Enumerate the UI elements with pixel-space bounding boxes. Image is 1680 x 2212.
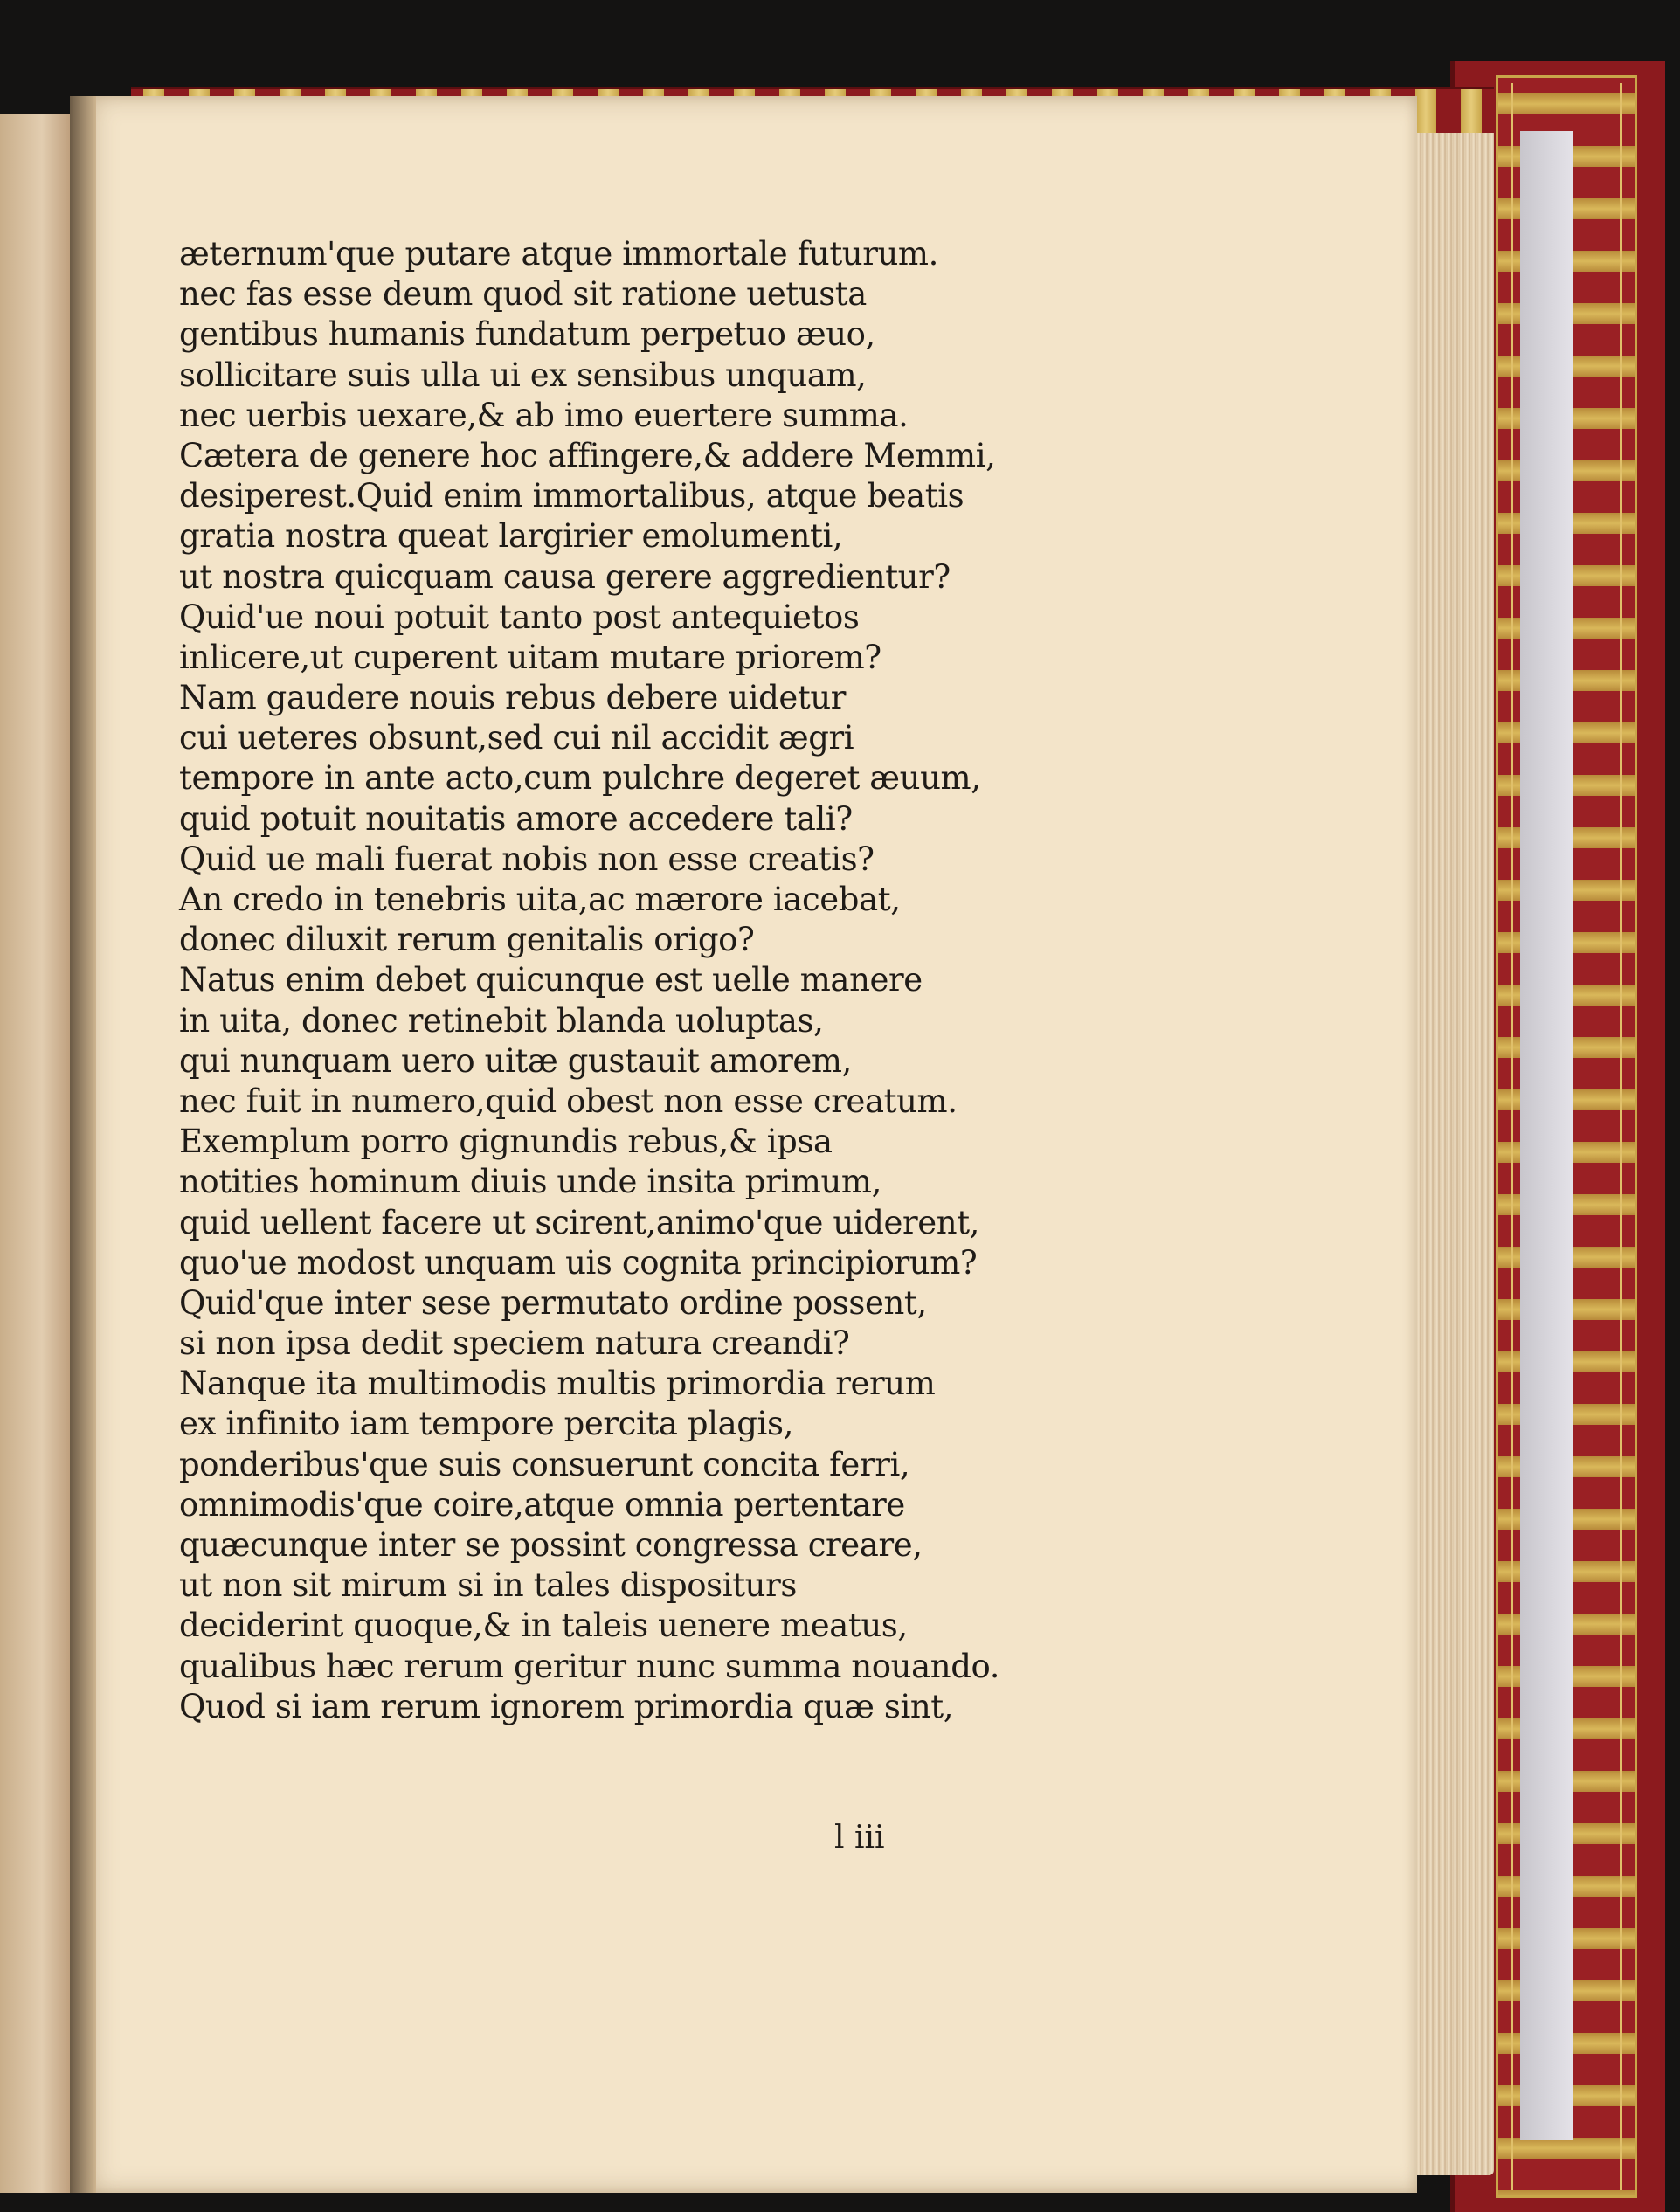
text-line: nec fas esse deum quod sit ratione uetusta [179, 275, 867, 314]
text-line: donec diluxit rerum genitalis origo? [179, 921, 755, 959]
text-line: ex infinito iam tempore percita plagis, [179, 1405, 793, 1443]
text-line: ut non sit mirum si in tales dispositurs [179, 1566, 797, 1605]
text-line: nec fuit in numero,quid obest non esse creatum. [179, 1082, 958, 1120]
text-line: Natus enim debet quicunque est uelle manere [179, 961, 923, 999]
text-line: Quid'ue noui potuit tanto post antequietos [179, 598, 860, 636]
text-line: Quid ue mali fuerat nobis non esse creatis? [179, 840, 875, 878]
text-line: nec uerbis uexare,& ab imo euertere summa. [179, 396, 909, 434]
text-line: ut nostra quicquam causa gerere aggredientur? [179, 557, 951, 596]
text-line: tempore in ante acto,cum pulchre degeret æuum, [179, 759, 981, 798]
left-page-edge [0, 114, 70, 2193]
text-line: Nam gaudere nouis rebus debere uidetur [179, 679, 847, 717]
text-line: qui nunquam uero uitæ gustauit amorem, [179, 1041, 852, 1080]
text-line: deciderint quoque,& in taleis uenere meatus, [179, 1607, 908, 1645]
text-line: An credo in tenebris uita,ac mærore iacebat, [179, 881, 901, 918]
text-line: quid uellent facere ut scirent,animo'que uiderent, [179, 1203, 980, 1241]
text-line: quid potuit nouitatis amore accedere tali? [179, 799, 853, 838]
text-line: cui ueteres obsunt,sed cui nil accidit ægri [179, 719, 854, 757]
text-line: Exemplum porro gignundis rebus,& ipsa [179, 1123, 833, 1161]
text-line: ponderibus'que suis consuerunt concita ferri, [179, 1445, 910, 1483]
text-line: æternum'que putare atque immortale futurum. [179, 235, 938, 273]
text-line: Quid'que inter sese permutato ordine possent, [179, 1283, 927, 1322]
text-line: omnimodis'que coire,atque omnia pertentare [179, 1485, 905, 1524]
text-line: quæcunque inter se possint congressa creare, [179, 1526, 923, 1564]
verse-text-block [179, 234, 1158, 1727]
text-line: si non ipsa dedit speciem natura creandi? [179, 1324, 850, 1363]
text-line: gentibus humanis fundatum perpetuo æuo, [179, 315, 875, 354]
text-line: inlicere,ut cuperent uitam mutare priorem? [179, 638, 881, 676]
text-line: desiperest.Quid enim immortalibus, atque beatis [179, 477, 964, 515]
text-line: in uita, donec retinebit blanda uoluptas, [179, 1001, 824, 1040]
signature-mark: l iii [834, 1820, 885, 1856]
text-line: quo'ue modost unquam uis cognita principiorum? [179, 1243, 978, 1282]
text-line: notities hominum diuis unde insita primum, [179, 1163, 881, 1201]
text-line: gratia nostra queat largirier emolumenti, [179, 517, 843, 556]
text-line: Cætera de genere hoc affingere,& addere Memmi, [179, 436, 996, 474]
text-line: qualibus hæc rerum geritur nunc summa nouando. [179, 1647, 1000, 1685]
gutter-shadow [70, 96, 96, 2193]
text-line: Nanque ita multimodis multis primordia rerum [179, 1365, 936, 1403]
endpaper [1520, 131, 1573, 2140]
text-line: Quod si iam rerum ignorem primordia quæ sint, [179, 1687, 954, 1725]
text-line: sollicitare suis ulla ui ex sensibus unquam, [179, 356, 867, 394]
